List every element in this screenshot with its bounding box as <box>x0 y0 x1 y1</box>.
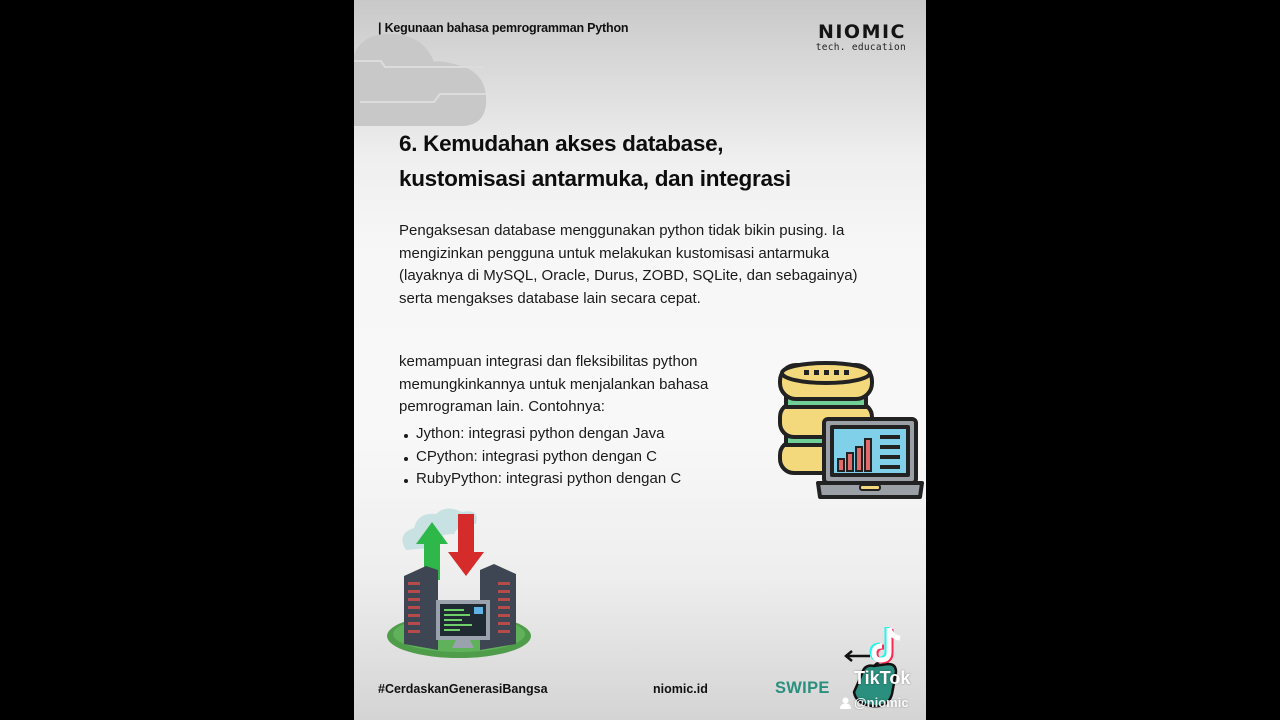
database-laptop-chart-icon <box>774 357 924 507</box>
user-icon <box>840 697 851 709</box>
swipe-label: SWIPE <box>775 679 830 697</box>
list-item: Jython: integrasi python dengan Java <box>402 423 681 446</box>
integration-examples-list <box>402 423 681 491</box>
tiktok-username[interactable] <box>840 695 909 710</box>
list-item: RubyPython: integrasi python dengan C <box>402 468 681 491</box>
list-item: CPython: integrasi python dengan C <box>402 446 681 469</box>
paragraph-database-access: Pengaksesan database menggunakan python tidak bikin pusing. Ia mengizinkan pengguna untuk melakukan kustomisasi antarmuka (layaknya di MySQL, Oracle, Durus, ZOBD, SQLite, dan sebagainya) serta mengakses database lain secara cepat. <box>399 222 858 307</box>
username-text: @niomic <box>854 695 909 710</box>
video-frame <box>354 0 926 720</box>
paragraph-integration: kemampuan integrasi dan fleksibilitas python memungkinkannya untuk menjalankan bahasa pemrograman lain. Contohnya: <box>399 353 709 416</box>
section-title-line-2: kustomisasi antarmuka, dan integrasi <box>399 166 791 191</box>
cloud-icon <box>354 34 488 126</box>
section-title <box>399 126 899 196</box>
brand-logo <box>816 22 906 53</box>
brand-tagline: tech. education <box>815 42 906 53</box>
series-title: | Kegunaan bahasa pemrogramman Python <box>378 21 629 35</box>
server-cloud-transfer-icon <box>384 504 534 662</box>
tiktok-wordmark: TikTok <box>854 668 911 688</box>
brand-name: NIOMIC <box>817 21 906 43</box>
footer-hashtag: #CerdaskanGenerasiBangsa <box>378 682 548 696</box>
tiktok-logo-icon <box>866 624 906 668</box>
footer-website-link[interactable]: niomic.id <box>653 682 708 696</box>
section-title-line-1: 6. Kemudahan akses database, <box>399 131 724 156</box>
